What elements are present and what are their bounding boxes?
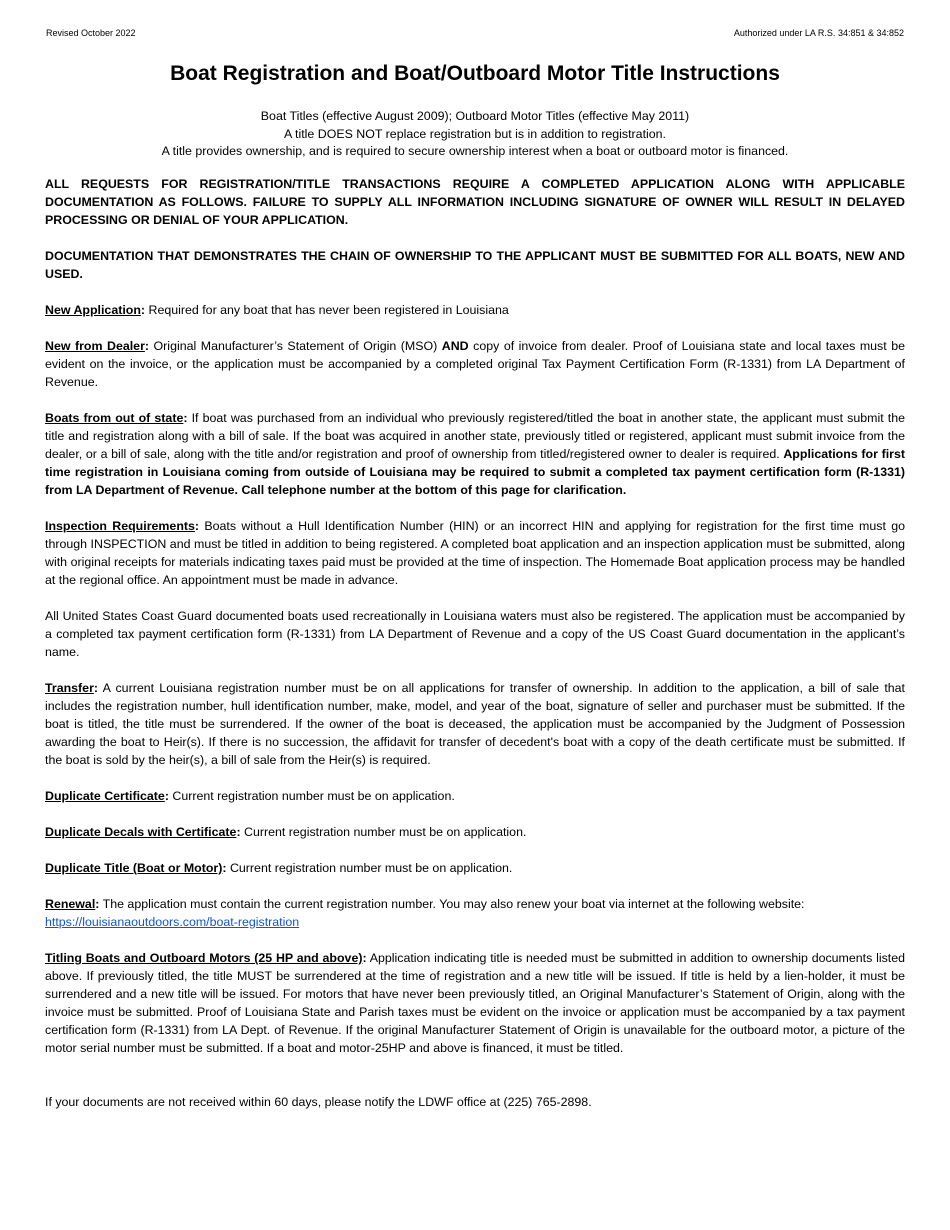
revision-date: Revised October 2022: [46, 28, 136, 38]
renewal-text: The application must contain the current registration number. You may also renew your boat via internet at the following website:: [99, 897, 805, 911]
duplicate-certificate-section: Duplicate Certificate: Current registration number must be on application.: [45, 789, 455, 803]
out-of-state-text: If boat was purchased from an individual who previously registered/titled the boat in another state, the applicant must submit the title and registration along with a bill of sale. If the boat was acquired in another state, previously titled or registered, applicant must submit invoice from the dealer, or a bill of sale, along with the title and/or registration and proof of ownership from titled/registered owner to dealer is required.: [45, 411, 905, 461]
transfer-heading: Transfer: [45, 681, 94, 695]
out-of-state-section: Boats from out of state: If boat was purchased from an individual who previously registered/titled the boat in another state, the applicant must submit the title and registration along with a bill of sale. If the boat was acquired in another state, previously titled or registered, applicant must submit invoice from the dealer, or a bill of sale, along with the title and/or registration and proof of ownership from titled/registered owner to dealer is required. Applications for first time registration in Louisiana coming from outside of Louisiana may be required to submit a completed tax payment certification form (R-1331) from LA Department of Revenue. Call telephone number at the bottom of this page for clarification.: [45, 411, 905, 497]
subtitle-line: A title provides ownership, and is required to secure ownership interest when a boat or outboard motor is financed.: [161, 144, 789, 158]
inspection-section: Inspection Requirements: Boats without a Hull Identification Number (HIN) or an incorrect HIN and applying for registration for the first time must go through INSPECTION and must be titled in addition to being registered. A completed boat application and an inspection application must be submitted, along with original receipts for materials indicating taxes paid must be provided at the time of inspection. The Homemade Boat application process may be handled at the regional office. An appointment must be made in advance.: [45, 519, 905, 587]
duplicate-decals-section: Duplicate Decals with Certificate: Current registration number must be on application.: [45, 825, 527, 839]
coast-guard-section: All United States Coast Guard documented boats used recreationally in Louisiana waters must also be registered. The application must be accompanied by a completed tax payment certification form (R-1331) from LA Department of Revenue and a copy of the US Coast Guard documentation in the applicant’s name.: [45, 609, 905, 659]
new-application-heading: New Application: [45, 303, 141, 317]
new-from-dealer-text: Original Manufacturer’s Statement of Origin (MSO): [149, 339, 442, 353]
inspection-text: Boats without a Hull Identification Number (HIN) or an incorrect HIN and applying for registration for the first time must go through INSPECTION and must be titled in addition to being registered. A completed boat application and an inspection application must be submitted, along with original receipts for materials indicating taxes paid must be provided at the time of inspection. The Homemade Boat application process may be handled at the regional office. An appointment must be made in advance.: [45, 519, 905, 587]
page-title: Boat Registration and Boat/Outboard Motor Title Instructions: [170, 62, 780, 85]
out-of-state-heading: Boats from out of state: [45, 411, 184, 425]
new-from-dealer-section: New from Dealer: Original Manufacturer’s Statement of Origin (MSO) AND copy of invoice from dealer. Proof of Louisiana state and local taxes must be evident on the invoice, or the application must be accompanied by a completed original Tax Payment Certification Form (R-1331) from LA Department of Revenue.: [45, 339, 905, 389]
and-emphasis: AND: [441, 339, 469, 353]
subtitle-line: Boat Titles (effective August 2009); Outboard Motor Titles (effective May 2011): [260, 109, 690, 123]
duplicate-certificate-heading: Duplicate Certificate: [45, 789, 165, 803]
duplicate-certificate-text: Current registration number must be on application.: [168, 789, 455, 803]
instructions-body: [45, 175, 905, 1129]
renewal-website-link[interactable]: https://louisianaoutdoors.com/boat-registration: [45, 915, 300, 929]
subtitle-block: [45, 108, 905, 161]
duplicate-title-text: Current registration number must be on application.: [226, 861, 513, 875]
renewal-heading: Renewal: [45, 897, 96, 911]
transfer-section: Transfer: A current Louisiana registration number must be on all applications for transfer of ownership. In addition to the application, a bill of sale that includes the registration number, hull identification number, make, model, and year of the boat, signature of seller and purchaser must be submitted. If the boat is titled, the title must be surrendered. If the owner of the boat is deceased, the application must be accompanied by the Judgment of Possession awarding the boat to Heir(s). If there is no succession, the affidavit for transfer of decedent's boat with a copy of the death certificate must be submitted. If the boat is sold by the heir(s), a bill of sale from the Heir(s) is required.: [45, 681, 905, 767]
inspection-heading: Inspection Requirements: [45, 519, 195, 533]
titling-text: Application indicating title is needed must be submitted in addition to ownership documents listed above. If previously titled, the title MUST be surrendered at the time of registration and a new title will be issued. If title is held by a lien-holder, it must be surrendered and a new title will be issued. For motors that have never been previously titled, an Original Manufacturer’s Statement of Origin, along with the invoice must be submitted. Proof of Louisiana State and Parish taxes must be evident on the invoice or application must be accompanied by a tax payment certification form (R-1331) from LA Dept. of Revenue. If the original Manufacturer Statement of Origin is unavailable for the outboard motor, a picture of the motor serial number must be submitted. If a boat and motor-25HP and above is financed, it must be titled.: [45, 951, 905, 1055]
new-from-dealer-heading: New from Dealer: [45, 339, 145, 353]
renewal-section: Renewal: The application must contain the current registration number. You may also renew your boat via internet at the following website: https://louisianaoutdoors.com/boat-registration: [45, 897, 805, 929]
new-application-section: New Application: Required for any boat that has never been registered in Louisiana: [45, 303, 509, 317]
chain-of-ownership-notice: DOCUMENTATION THAT DEMONSTRATES THE CHAIN OF OWNERSHIP TO THE APPLICANT MUST BE SUBMITTED FOR ALL BOATS, NEW AND USED.: [45, 249, 905, 281]
footer-contact-note: If your documents are not received within 60 days, please notify the LDWF office at (225) 765-2898.: [45, 1095, 592, 1109]
out-of-state-bold-text: Applications for first time registration in Louisiana coming from outside of Louisiana may be required to submit a completed tax payment certification form (R-1331) from LA Department of Revenue. Call telephone number at the bottom of this page for clarification.: [45, 447, 905, 497]
transfer-text: A current Louisiana registration number must be on all applications for transfer of ownership. In addition to the application, a bill of sale that includes the registration number, hull identification number, make, model, and year of the boat, signature of seller and purchaser must be submitted. If the boat is titled, the title must be surrendered. If the owner of the boat is deceased, the application must be accompanied by the Judgment of Possession awarding the boat to Heir(s). If there is no succession, the affidavit for transfer of decedent's boat with a copy of the death certificate must be submitted. If the boat is sold by the heir(s), a bill of sale from the Heir(s) is required.: [45, 681, 905, 767]
duplicate-decals-text: Current registration number must be on application.: [240, 825, 527, 839]
titling-section: Titling Boats and Outboard Motors (25 HP and above): Application indicating title is needed must be submitted in addition to ownership documents listed above. If previously titled, the title MUST be surrendered at the time of registration and a new title will be issued. If title is held by a lien-holder, it must be surrendered and a new title will be issued. For motors that have never been previously titled, an Original Manufacturer’s Statement of Origin, along with the invoice must be submitted. Proof of Louisiana State and Parish taxes must be evident on the invoice or application must be accompanied by a tax payment certification form (R-1331) from LA Dept. of Revenue. If the original Manufacturer Statement of Origin is unavailable for the outboard motor, a picture of the motor serial number must be submitted. If a boat and motor-25HP and above is financed, it must be titled.: [45, 951, 905, 1055]
authorization-note: Authorized under LA R.S. 34:851 & 34:852: [733, 28, 904, 38]
new-application-text: Required for any boat that has never been registered in Louisiana: [145, 303, 509, 317]
subtitle-line: A title DOES NOT replace registration but is in addition to registration.: [284, 126, 666, 141]
requirements-notice: ALL REQUESTS FOR REGISTRATION/TITLE TRANSACTIONS REQUIRE A COMPLETED APPLICATION ALONG WITH APPLICABLE DOCUMENTATION AS FOLLOWS. FAILURE TO SUPPLY ALL INFORMATION INCLUDING SIGNATURE OF OWNER WILL RESULT IN DELAYED PROCESSING OR DENIAL OF YOUR APPLICATION.: [45, 177, 905, 227]
duplicate-title-heading: Duplicate Title (Boat or Motor): [45, 861, 223, 875]
new-from-dealer-text-cont: copy of invoice from dealer. Proof of Louisiana state and local taxes must be evident on the invoice, or the application must be accompanied by a completed original Tax Payment Certification Form (R-1331) from LA Department of Revenue.: [45, 339, 905, 389]
duplicate-title-section: Duplicate Title (Boat or Motor): Current registration number must be on application.: [45, 861, 513, 875]
titling-heading: Titling Boats and Outboard Motors (25 HP and above): [45, 951, 363, 965]
duplicate-decals-heading: Duplicate Decals with Certificate: [45, 825, 237, 839]
